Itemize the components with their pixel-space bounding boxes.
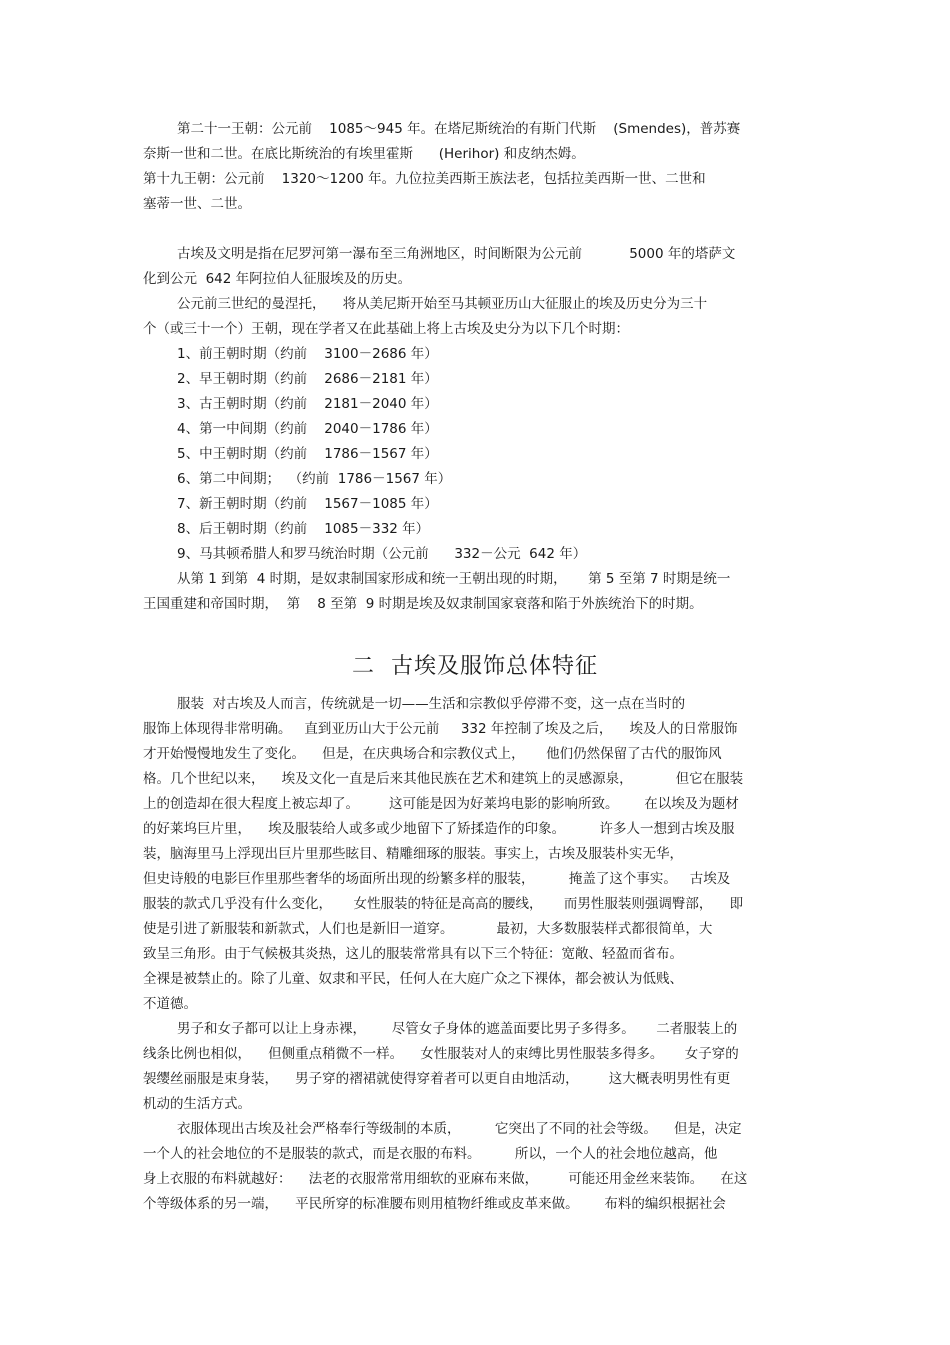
body-line: 服饰上体现得非常明确。 直到亚历山大于公元前 332 年控制了埃及之后， 埃及人的日常服饰: [143, 721, 738, 737]
body-line: 线条比例也相似， 但侧重点稍微不一样。 女性服装对人的束缚比男性服装多得多。 女子穿的: [143, 1046, 739, 1062]
intro-line-2: 化到公元 642 年阿拉伯人征服埃及的历史。: [143, 271, 412, 287]
dynasty-21-line-1: 第二十一王朝：公元前 1085～945 年。在塔尼斯统治的有斯门代斯 (Smendes)，普苏赛: [177, 121, 741, 137]
dynasty-21-line-2: 奈斯一世和二世。在底比斯统治的有埃里霍斯 (Herihor) 和皮纳杰姆。: [143, 146, 585, 162]
intro-line-4: 个（或三十一个）王朝，现在学者又在此基础上将上古埃及史分为以下几个时期：: [143, 321, 629, 337]
body-line: 装，脑海里马上浮现出巨片里那些眩目、精雕细琢的服装。事实上，古埃及服装朴实无华，: [143, 846, 683, 862]
body-line: 上的创造却在很大程度上被忘却了。 这可能是因为好莱坞电影的影响所致。 在以埃及为题材: [143, 796, 739, 812]
body-line: 身上衣服的布料就越好： 法老的衣服常常用细软的亚麻布来做， 可能还用金丝来装饰。 在这: [143, 1171, 748, 1187]
period-item: 9、马其顿希腊人和罗马统治时期（公元前 332－公元 642 年）: [177, 546, 587, 562]
body-line: 使是引进了新服装和新款式，人们也是新旧一道穿。 最初，大多数服装样式都很简单，大: [143, 921, 713, 937]
body-line: 才开始慢慢地发生了变化。 但是，在庆典场合和宗教仪式上， 他们仍然保留了古代的服饰风: [143, 746, 722, 762]
body-line: 致呈三角形。由于气候极其炎热，这儿的服装常常具有以下三个特征：宽敞、轻盈而省布。: [143, 946, 683, 962]
dynasty-19-line-1: 第十九王朝：公元前 1320～1200 年。九位拉美西斯王族法老，包括拉美西斯一世、二世和: [143, 171, 706, 187]
body-line: 全裸是被禁止的。除了儿童、奴隶和平民，任何人在大庭广众之下裸体，都会被认为低贱、: [143, 971, 683, 987]
period-item: 8、后王朝时期（约前 1085－332 年）: [177, 521, 430, 537]
intro-line-3: 公元前三世纪的曼涅托， 将从美尼斯开始至马其顿亚历山大征服止的埃及历史分为三十: [177, 296, 708, 312]
period-item: 6、第二中间期； （约前 1786－1567 年）: [177, 471, 452, 487]
period-item: 1、前王朝时期（约前 3100－2686 年）: [177, 346, 438, 362]
body-line: 衣服体现出古埃及社会严格奉行等级制的本质， 它突出了不同的社会等级。 但是，决定: [177, 1121, 742, 1137]
body-line: 格。几个世纪以来， 埃及文化一直是后来其他民族在艺术和建筑上的灵感源泉， 但它在服装: [143, 771, 744, 787]
summary-line-1: 从第 1 到第 4 时期，是奴隶制国家形成和统一王朝出现的时期， 第 5 至第 7 时期是统一: [177, 571, 731, 587]
intro-line-1: 古埃及文明是指在尼罗河第一瀑布至三角洲地区，时间断限为公元前 5000 年的塔萨文: [177, 246, 736, 262]
period-item: 2、早王朝时期（约前 2686－2181 年）: [177, 371, 438, 387]
body-line: 一个人的社会地位的不是服装的款式，而是衣服的布料。 所以，一个人的社会地位越高，他: [143, 1146, 718, 1162]
section-heading: 二 古埃及服饰总体特征: [352, 654, 598, 679]
body-line: 袈缨丝丽服是束身装， 男子穿的褶裙就使得穿着者可以更自由地活动， 这大概表明男性有更: [143, 1071, 731, 1087]
body-line: 服装 对古埃及人而言，传统就是一切——生活和宗教似乎停滞不变，这一点在当时的: [177, 696, 686, 712]
period-item: 7、新王朝时期（约前 1567－1085 年）: [177, 496, 438, 512]
period-item: 4、第一中间期（约前 2040－1786 年）: [177, 421, 438, 437]
period-item: 5、中王朝时期（约前 1786－1567 年）: [177, 446, 438, 462]
summary-line-2: 王国重建和帝国时期， 第 8 至第 9 时期是埃及奴隶制国家衰落和陷于外族统治下的时期。: [143, 596, 703, 612]
body-line: 个等级体系的另一端， 平民所穿的标准腰布则用植物纤维或皮革来做。 布料的编织根据社会: [143, 1196, 726, 1212]
body-line: 男子和女子都可以让上身赤裸， 尽管女子身体的遮盖面要比男子多得多。 二者服装上的: [177, 1021, 738, 1037]
dynasty-19-line-2: 塞蒂一世、二世。: [143, 196, 251, 212]
body-line: 不道德。: [143, 996, 197, 1012]
body-line: 但史诗般的电影巨作里那些奢华的场面所出现的纷繁多样的服装， 掩盖了这个事实。 古埃及: [143, 871, 731, 887]
period-item: 3、古王朝时期（约前 2181－2040 年）: [177, 396, 438, 412]
body-line: 服装的款式几乎没有什么变化， 女性服装的特征是高高的腰线， 而男性服装则强调臀部， 即: [143, 896, 744, 912]
body-line: 的好莱坞巨片里， 埃及服装给人或多或少地留下了矫揉造作的印象。 许多人一想到古埃及服: [143, 821, 735, 837]
body-line: 机动的生活方式。: [143, 1096, 251, 1112]
